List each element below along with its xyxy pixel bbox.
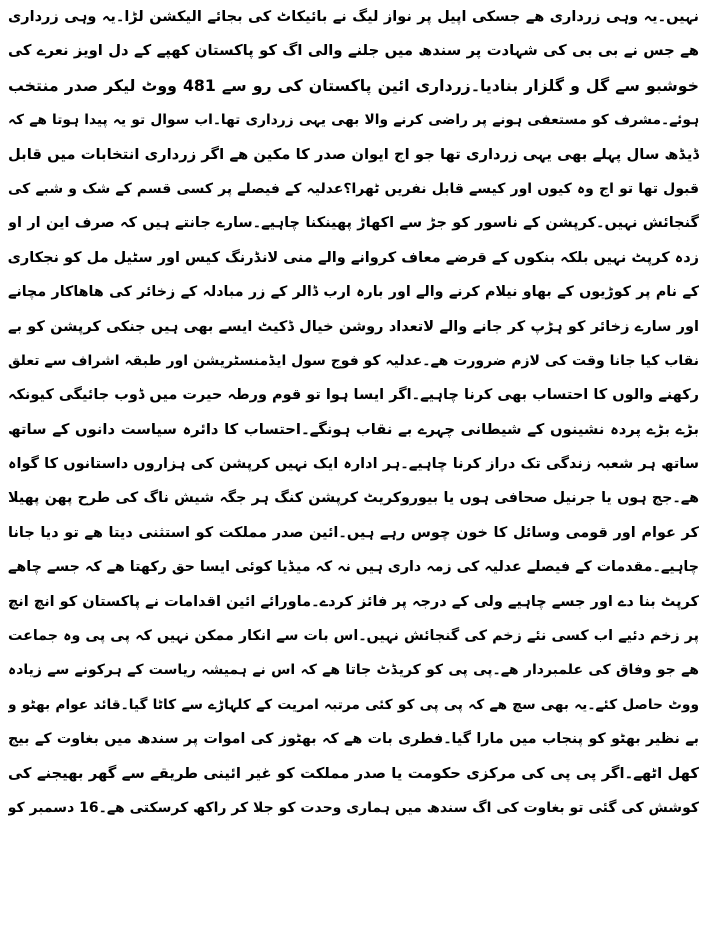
- text-line-2: ھے جس نے بی بی کی شہادت پر سندھ میں جلنے والی اگ کو پاکستان کھپے کے دل اویز نعرے کی: [8, 42, 699, 60]
- text-line-6: قبول تھا تو اج وہ کیوں اور کیسے قابل نفریں ٹھرا؟عدلیہ کے فیصلے پر کسی قسم کے شک و شبے کی: [8, 180, 699, 197]
- text-line-20: ھے جو وفاق کی علمبردار ھے۔پی پی کو کریڈٹ جاتا ھے کہ اس نے ہمیشہ ریاست کے ہرکونے سے زیادہ: [8, 662, 699, 679]
- text-line-12: رکھنے والوں کا احتساب بھی کرنا چاہیے۔اگر ایسا ہوا تو قوم ورطہ حیرت میں ڈوب جائیگی کیونکہ: [8, 387, 699, 404]
- text-line-24: کوشش کی گئی تو بغاوت کی اگ سندھ میں ہماری وحدت کو جلا کر راکھ کرسکتی ھے۔16 دسمبر کو: [8, 799, 699, 816]
- text-line-14: ساتھ ہر شعبہ زندگی تک دراز کرنا چاہیے۔ہر ادارہ ایک نہیں کرپشن کی ہزاروں داستانوں کا گواہ: [8, 456, 699, 473]
- text-line-18: کرپٹ بنا دے اور جسے چاہیے ولی کے درجہ پر فائز کردے۔ماورائے ائین اقدامات نے پاکستان کو انچ انچ: [8, 593, 699, 610]
- text-line-9: کے نام پر کوڑیوں کے بھاو نیلام کرنے والے اور بارہ ارب ڈالر کے زر مبادلہ کے زخائر کی ھاھاکار مچانے: [8, 284, 699, 301]
- text-line-11: نقاب کیا جانا وقت کی لازم ضرورت ھے۔عدلیہ کو فوج سول ایڈمنسٹریشن اور طبقہ اشراف سے تعلق: [8, 352, 699, 369]
- text-line-21: ووٹ حاصل کئے۔یہ بھی سچ ھے کہ پی پی کو کئی مرتبہ امریت کے کلہاڑے سے کاٹا گیا۔قائد عوام بھٹو و: [8, 696, 699, 713]
- text-line-13: بڑے بڑے پردہ نشینوں کے شیطانی چہرے بے نقاب ہونگے۔احتساب کا دائرہ سیاست دانوں کے ساتھ: [8, 420, 699, 438]
- text-line-22: بے نظیر بھٹو کو پنجاب میں مارا گیا۔فطری بات ھے کہ بھٹوز کی اموات پر سندھ میں بغاوت کے بیج: [8, 731, 699, 748]
- article-body: [8, 0, 699, 825]
- text-line-23: کھل اٹھے۔اگر پی پی کی مرکزی حکومت یا صدر مملکت کو غیر ائینی طریقے سے گھر بھیجنے کی: [8, 764, 699, 782]
- text-line-1: نہیں۔یہ وہی زرداری ھے جسکی اپیل پر نواز لیگ نے بائیکاٹ کی بجائے الیکشن لڑا۔یہ وہی زرداری: [8, 9, 699, 25]
- text-line-15: ھے۔جج ہوں یا جرنیل صحافی ہوں یا بیوروکریٹ کرپشن کنگ ہر جگہ شیش ناگ کی طرح پھن پھیلا: [8, 490, 699, 507]
- text-line-3: خوشبو سے گل و گلزار بنادیا۔زرداری ائین پاکستان کی رو سے 481 ووٹ لیکر صدر منتخب: [8, 75, 699, 95]
- text-line-19: پر زخم دئیے اب کسی نئے زخم کی گنجائش نہیں۔اس بات سے انکار ممکن نہیں کہ پی پی وہ جماعت: [8, 628, 699, 645]
- text-line-8: زدہ کرپٹ نہیں بلکہ بنکوں کے قرضے معاف کروانے والے منی لانڈرنگ کیس اور سٹیل مل کو نجکاری: [8, 249, 699, 266]
- text-line-7: گنجائش نہیں۔کرپشن کے ناسور کو جڑ سے اکھاڑ پھینکنا چاہیے۔سارے جانتے ہیں کہ صرف این ار او: [8, 215, 699, 232]
- text-line-4: ہوئے۔مشرف کو مستعفی ہونے پر راضی کرنے والا بھی یہی زرداری تھا۔اب سوال تو یہ پیدا ہوتا ھے کہ: [8, 112, 699, 129]
- text-line-17: چاہیے۔مقدمات کے فیصلے عدلیہ کی زمہ داری ہیں نہ کہ میڈیا کوئی ایسا حق رکھتا ھے کہ جسے چاھے: [8, 559, 699, 576]
- text-line-16: کر عوام اور قومی وسائل کا خون چوس رہے ہیں۔ائین صدر مملکت کو استثنی دیتا ھے تو دیا جانا: [8, 524, 699, 541]
- text-line-5: ڈیڈھ سال پہلے بھی یہی زرداری تھا جو اج ایوان صدر کا مکین ھے اگر زرداری انتخابات میں قابل: [8, 145, 699, 163]
- text-line-10: اور سارے زخائر کو ہڑپ کر جانے والے لاتعداد روشن خیال ڈکیٹ ایسے بھی ہیں جنکی کرپشن کو بے: [8, 318, 699, 335]
